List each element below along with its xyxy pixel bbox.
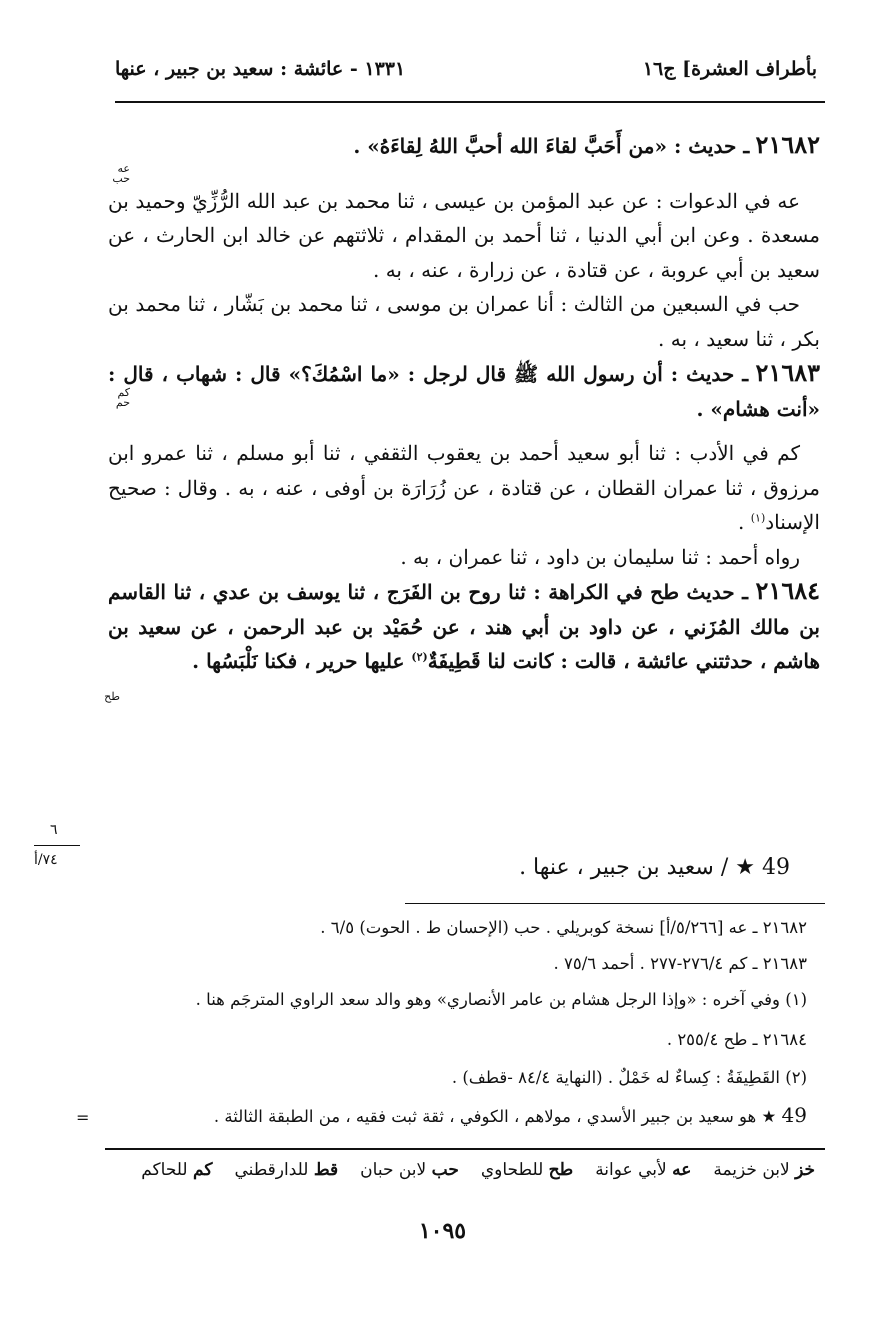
footnote: ٢١٦٨٤ ـ طح ٢٥٥/٤ . bbox=[666, 1030, 807, 1049]
entry-title: عليها حرير ، فكنا نَلْبَسُها . bbox=[192, 649, 412, 673]
margin-note-bottom: ٧٤/أ bbox=[34, 852, 58, 868]
entry-title: ـ حديث : أن رسول الله ﷺ قال لرجل : «ما اسْمُكَ؟» قال : شهاب ، قال : «أنت هشام» . bbox=[108, 362, 820, 421]
continuation-mark: = bbox=[76, 1108, 90, 1127]
bottom-rule bbox=[105, 1148, 825, 1150]
source-tag: كم حم bbox=[115, 386, 130, 409]
abbr-item: قط للدارقطني bbox=[234, 1160, 339, 1180]
running-header-section: ١٣٣١ - عائشة : سعيد بن جبير ، عنها bbox=[115, 58, 406, 80]
entry-title: ـ حديث طح في الكراهة : ثنا روح بن الفَرَج ، ثنا يوسف بن عدي ، ثنا القاسم بن مالك المُزَني ، عن داود بن أبي هند ، عن حُمَيْد بن عبد الرحمن ، عن سعيد بن هاشم ، حدثتني عائشة ، قالت : كانت لنا قَطِيفَةٌ bbox=[108, 580, 820, 673]
footnote: ٢١٦٨٢ ـ عه [٥/٢٦٦/أ] نسخة كوبريلي . حب (الإحسان ط . الحوت) ٦/٥ . bbox=[320, 918, 807, 937]
footnote-ref: (٢) bbox=[411, 650, 428, 664]
entry-heading bbox=[108, 128, 820, 164]
bio-number: 49 bbox=[781, 1103, 807, 1127]
entry-number: ٢١٦٨٣ bbox=[755, 358, 820, 387]
footnote-rule bbox=[405, 903, 825, 904]
source-tag: طح bbox=[104, 690, 120, 703]
bio-number: 49 bbox=[762, 855, 790, 880]
abbreviation-key bbox=[141, 1160, 815, 1180]
header-rule bbox=[115, 101, 825, 103]
footnote-ref: (١) bbox=[750, 511, 766, 525]
abbr-item: عه لأبي عوانة bbox=[595, 1160, 692, 1180]
main-text bbox=[104, 128, 820, 703]
footnote: (١) وفي آخره : «وإذا الرجل هشام بن عامر الأنصاري» وهو والد سعد الراوي المترجَم هنا . bbox=[195, 990, 807, 1009]
entry-title: ـ حديث : «من أَحَبَّ لقاءَ الله أحبَّ اللهُ لِقاءَهُ» . bbox=[353, 134, 750, 158]
entry-text: . bbox=[738, 510, 751, 534]
bio-text: هو سعيد بن جبير الأسدي ، مولاهم ، الكوفي ، ثقة ثبت فقيه ، من الطبقة الثالثة . bbox=[213, 1107, 757, 1126]
entry-paragraph bbox=[108, 436, 820, 540]
star-icon: ★ bbox=[761, 1107, 777, 1126]
entry-paragraph: رواه أحمد : ثنا سليمان بن داود ، ثنا عمران ، به . bbox=[400, 544, 800, 569]
footnote: ٢١٦٨٣ ـ كم ٢٧٦/٤-٢٧٧ . أحمد ٧٥/٦ . bbox=[553, 954, 807, 973]
abbr-item: خز لابن خزيمة bbox=[713, 1160, 815, 1180]
abbr-item: طح للطحاوي bbox=[480, 1160, 574, 1180]
page-number: ١٠٩٥ bbox=[418, 1218, 467, 1244]
entry-number: ٢١٦٨٤ bbox=[755, 576, 820, 605]
entry-heading bbox=[108, 574, 820, 679]
running-header-title: بأطراف العشرة] ج١٦ bbox=[642, 58, 817, 80]
footnote-bio bbox=[107, 1103, 807, 1127]
entry-heading bbox=[108, 356, 820, 426]
abbr-item: كم للحاكم bbox=[141, 1160, 213, 1180]
source-tag: عه حب bbox=[112, 161, 130, 185]
star-icon: ★ bbox=[735, 855, 755, 880]
footnote: (٢) القَطِيفَةُ : كِساءٌ له خَمْلٌ . (النهاية ٨٤/٤ -قطف) . bbox=[451, 1068, 807, 1087]
entry-paragraph: حب في السبعين من الثالث : أنا عمران بن موسى ، ثنا محمد بن بَشّار ، ثنا محمد بن بكر ، ثنا سعيد ، به . bbox=[108, 292, 820, 351]
margin-note-top: ٦ bbox=[50, 822, 58, 838]
entry-number: ٢١٦٨٢ bbox=[755, 130, 820, 159]
entry-text: كم في الأدب : ثنا أبو سعيد أحمد بن يعقوب الثقفي ، ثنا أبو مسلم ، ثنا عمرو ابن مرزوق ، ثنا عمران القطان ، عن قتادة ، عن زُرَارَة بن أوفى ، عنه ، به . وقال : صحيح الإسناد bbox=[108, 441, 820, 534]
entry-paragraph: عه في الدعوات : عن عبد المؤمن بن عيسى ، ثنا محمد بن عبد الله الرُّزِّيّ وحميد بن مسعدة . وعن ابن أبي الدنيا ، ثنا أحمد بن المقدام ، ثلاثتهم عن خالد ابن الحارث ، عن سعيد بن أبي عروبة ، عن قتادة ، عن زرارة ، عنه ، به . bbox=[108, 188, 820, 282]
abbr-item: حب لابن حبان bbox=[360, 1160, 459, 1180]
narrator-bio-line bbox=[519, 855, 790, 880]
margin-divider bbox=[34, 845, 80, 846]
bio-text: / سعيد بن جبير ، عنها . bbox=[519, 855, 729, 880]
